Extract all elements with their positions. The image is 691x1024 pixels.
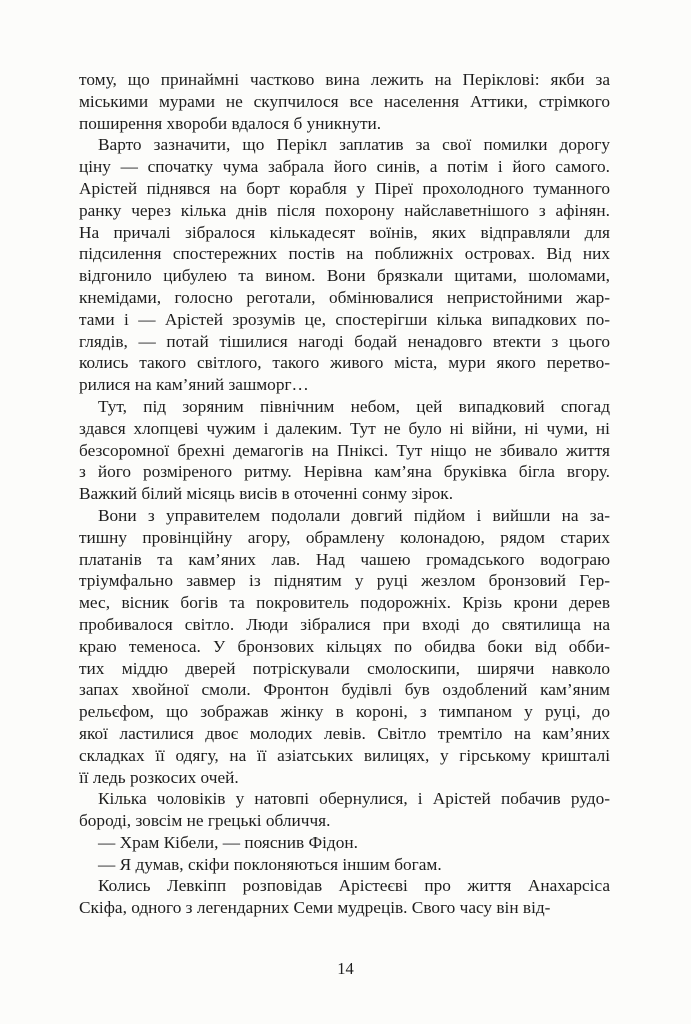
text-line: тому, що принаймні частково вина лежить на Періклові: якби за bbox=[79, 70, 610, 89]
text-line: тами і — Арістей зрозумів це, спостерігши кілька випадкових по- bbox=[79, 309, 610, 329]
text-line: з його розміреного ритму. Нерівна кам’яна бруківка бігла вгору. bbox=[79, 462, 610, 482]
text-line: мес, вісник богів та покровитель подорожніх. Крізь крони дерев bbox=[79, 593, 610, 613]
text-line: — Я думав, скіфи поклоняються іншим богам. bbox=[98, 854, 442, 874]
text-line: тріумфально завмер із піднятим у руці жезлом бронзовий Гер- bbox=[79, 571, 610, 591]
text-line: Скіфа, одного з легендарних Семи мудреців. Свого часу він від- bbox=[79, 898, 551, 918]
text-line: На причалі зібралося кількадесят воїнів, яких відправляли для bbox=[79, 222, 610, 242]
text-line: відгонило цибулею та вином. Вони брязкали щитами, шоломами, bbox=[79, 266, 610, 286]
paragraph bbox=[79, 788, 610, 832]
text-line: Важкий білий місяць висів в оточенні сонму зірок. bbox=[79, 484, 454, 504]
text-line: бороді, зовсім не грецькі обличчя. bbox=[79, 811, 331, 831]
text-line: складках її одягу, на її азіатських вилицях, у гірському кришталі bbox=[79, 745, 610, 765]
text-line: поширення хвороби вдалося б уникнути. bbox=[79, 113, 382, 133]
text-line: пробивалося світло. Люди зібралися при вході до святилища на bbox=[79, 614, 610, 634]
text-line: глядів, — потай тішилися нагоді бодай ненадовго втекти з цього bbox=[79, 331, 610, 351]
paragraph bbox=[79, 832, 610, 854]
text-line: ціну — спочатку чума забрала його синів, а потім і його самого. bbox=[79, 157, 610, 177]
page-number: 14 bbox=[337, 959, 354, 978]
text-line: рельєфом, що зображав жінку в короні, з тимпаном у руці, до bbox=[79, 702, 610, 722]
text-line: рилися на кам’яний зашморг… bbox=[79, 375, 309, 395]
text-line: якої ластилися двоє молодих левів. Світло тремтіло на кам’яних bbox=[79, 723, 610, 743]
paragraph bbox=[79, 69, 610, 134]
page-text-block bbox=[79, 69, 610, 919]
paragraph bbox=[79, 134, 610, 396]
paragraph bbox=[79, 875, 610, 919]
text-line: краю теменоса. У бронзових кільцях по обидва боки від обби- bbox=[79, 636, 610, 656]
text-line: Кілька чоловіків у натовпі обернулися, і Арістей побачив рудо- bbox=[98, 789, 610, 809]
text-line: тишну провінційну агору, обрамлену колонадою, рядом старих bbox=[79, 527, 610, 547]
text-line: Колись Левкіпп розповідав Арістеєві про життя Анахарсіса bbox=[98, 876, 610, 896]
text-line: колись такого світлого, такого живого міста, мури якого перетво- bbox=[79, 353, 610, 373]
text-line: платанів та кам’яних лав. Над чашею громадського водограю bbox=[79, 549, 610, 569]
text-line: здався хлопцеві чужим і далеким. Тут не було ні війни, ні чуми, ні bbox=[79, 418, 610, 438]
paragraph bbox=[79, 396, 610, 505]
text-line: Тут, під зоряним північним небом, цей випадковий спогад bbox=[98, 396, 610, 416]
text-line: кнемідами, голосно реготали, обмінювалися непристойними жар- bbox=[79, 287, 610, 307]
text-line: Варто зазначити, що Перікл заплатив за свої помилки дорогу bbox=[98, 135, 610, 155]
text-line: — Храм Кібели, — пояснив Фідон. bbox=[98, 832, 358, 852]
text-line: Вони з управителем подолали довгий підйом і вийшли на за- bbox=[98, 505, 610, 525]
text-line: безсоромної брехні демагогів на Пніксі. Тут ніщо не збивало життя bbox=[79, 440, 610, 460]
paragraph bbox=[79, 854, 610, 876]
text-line: ранку через кілька днів після похорону найславетнішого з афінян. bbox=[79, 200, 610, 220]
text-line: її ледь розкосих очей. bbox=[79, 767, 239, 787]
text-line: підсилення спостережних постів на поближніх островах. Від них bbox=[79, 244, 610, 264]
paragraph bbox=[79, 505, 610, 788]
text-line: запах хвойної смоли. Фронтон будівлі був оздоблений кам’яним bbox=[79, 680, 610, 700]
text-line: міськими мурами не скупчилося все населення Аттики, стрімкого bbox=[79, 91, 610, 111]
text-line: Арістей піднявся на борт корабля у Піреї прохолодного туманного bbox=[79, 178, 610, 198]
text-line: тих міддю дверей потріскували смолоскипи, ширячи навколо bbox=[79, 658, 610, 678]
